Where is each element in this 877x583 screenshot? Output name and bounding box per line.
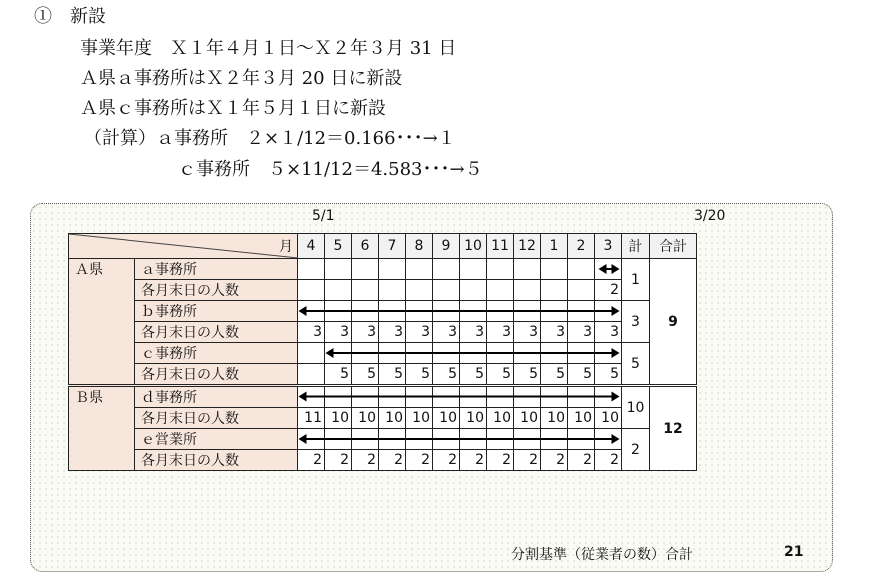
month-cell — [460, 259, 487, 280]
office-row — [69, 343, 697, 364]
headcount-value: 2 — [514, 450, 541, 471]
headcount-value: 10 — [595, 408, 622, 429]
office-name: ｂ事務所 — [135, 301, 298, 322]
month-cell — [325, 429, 352, 450]
month-cell — [406, 343, 433, 364]
fiscal-period: 事業年度 Ｘ１年４月１日～Ｘ２年３月 31 日 — [80, 38, 457, 59]
month-cell — [460, 429, 487, 450]
month-cell — [514, 259, 541, 280]
month-cell — [514, 343, 541, 364]
headcount-value — [298, 364, 325, 386]
headcount-value — [352, 280, 379, 301]
headcount-value: 2 — [325, 450, 352, 471]
month-header: 2 — [568, 234, 595, 259]
headcount-value: 11 — [298, 408, 325, 429]
office-total: 10 — [622, 386, 650, 429]
month-cell — [433, 343, 460, 364]
section-heading: ① 新設 — [34, 6, 106, 27]
headcount-value: 10 — [541, 408, 568, 429]
month-cell — [379, 429, 406, 450]
headcount-value: 2 — [433, 450, 460, 471]
footer-label: 分割基準（従業者の数）合計 — [511, 547, 693, 563]
month-cell — [325, 343, 352, 364]
month-cell — [541, 259, 568, 280]
headcount-value — [298, 280, 325, 301]
headcount-value — [325, 280, 352, 301]
month-header: 10 — [460, 234, 487, 259]
footer-total: 21 — [784, 544, 804, 560]
headcount-value: 2 — [541, 450, 568, 471]
headcount-value: 3 — [514, 322, 541, 343]
month-cell — [379, 259, 406, 280]
month-cell — [298, 343, 325, 364]
note-office-c: Ａ県ｃ事務所はＸ１年５月１日に新設 — [80, 98, 386, 119]
month-header: 3 — [595, 234, 622, 259]
headcount-value: 5 — [460, 364, 487, 386]
headcount-row — [69, 322, 697, 343]
headcount-value: 3 — [541, 322, 568, 343]
headcount-value — [568, 280, 595, 301]
office-row — [69, 386, 697, 408]
schedule-table — [68, 233, 697, 471]
headcount-value: 10 — [379, 408, 406, 429]
headcount-value — [406, 280, 433, 301]
office-total: 1 — [622, 259, 650, 301]
headcount-value: 5 — [514, 364, 541, 386]
prefecture-grand-total: 12 — [650, 386, 697, 471]
month-cell — [514, 429, 541, 450]
month-cell — [460, 343, 487, 364]
headcount-value — [514, 280, 541, 301]
month-cell — [352, 386, 379, 408]
headcount-value — [541, 280, 568, 301]
headcount-label: 各月末日の人数 — [135, 408, 298, 429]
headcount-value — [379, 280, 406, 301]
month-cell — [352, 429, 379, 450]
headcount-value: 5 — [595, 364, 622, 386]
headcount-value: 10 — [433, 408, 460, 429]
headcount-row — [69, 450, 697, 471]
month-cell — [298, 429, 325, 450]
month-cell — [298, 259, 325, 280]
headcount-value: 3 — [325, 322, 352, 343]
month-cell — [433, 386, 460, 408]
month-cell — [460, 301, 487, 322]
headcount-value: 5 — [568, 364, 595, 386]
headcount-row — [69, 364, 697, 386]
month-cell — [433, 259, 460, 280]
month-cell — [298, 386, 325, 408]
month-cell — [568, 301, 595, 322]
office-row — [69, 259, 697, 280]
calc-office-a: （計算）ａ事務所 ２×１/12＝0.166･･･→１ — [84, 128, 456, 149]
office-total: 3 — [622, 301, 650, 343]
headcount-value: 3 — [568, 322, 595, 343]
headcount-value: 3 — [595, 322, 622, 343]
month-cell — [487, 259, 514, 280]
month-cell — [406, 301, 433, 322]
headcount-value: 10 — [487, 408, 514, 429]
headcount-value: 10 — [514, 408, 541, 429]
month-cell — [568, 259, 595, 280]
headcount-value — [460, 280, 487, 301]
office-total: 5 — [622, 343, 650, 386]
month-corner-cell — [69, 234, 298, 259]
office-name: ｃ事務所 — [135, 343, 298, 364]
month-cell — [325, 386, 352, 408]
month-cell — [406, 259, 433, 280]
headcount-value: 5 — [325, 364, 352, 386]
month-cell — [379, 386, 406, 408]
headcount-value: 5 — [487, 364, 514, 386]
headcount-value: 3 — [298, 322, 325, 343]
headcount-value: 2 — [568, 450, 595, 471]
month-cell — [487, 301, 514, 322]
headcount-value: 5 — [352, 364, 379, 386]
marker-end-date: 3/20 — [694, 208, 726, 224]
month-label: 月 — [279, 239, 293, 255]
month-cell — [595, 429, 622, 450]
headcount-label: 各月末日の人数 — [135, 280, 298, 301]
headcount-value: 3 — [352, 322, 379, 343]
total-header: 計 — [622, 234, 650, 259]
headcount-value: 2 — [595, 450, 622, 471]
diagonal-line — [69, 234, 298, 258]
office-row — [69, 429, 697, 450]
headcount-value: 10 — [325, 408, 352, 429]
headcount-value: 2 — [487, 450, 514, 471]
headcount-value: 5 — [541, 364, 568, 386]
headcount-label: 各月末日の人数 — [135, 322, 298, 343]
month-cell — [595, 343, 622, 364]
office-name: ａ事務所 — [135, 259, 298, 280]
month-cell — [406, 386, 433, 408]
month-header: 7 — [379, 234, 406, 259]
prefecture-name: Ａ県 — [69, 259, 135, 386]
headcount-value: 5 — [379, 364, 406, 386]
headcount-value: 5 — [433, 364, 460, 386]
month-cell — [433, 429, 460, 450]
month-header: 4 — [298, 234, 325, 259]
headcount-value: 2 — [298, 450, 325, 471]
header-row — [69, 234, 697, 259]
month-cell — [406, 429, 433, 450]
month-cell — [487, 386, 514, 408]
month-cell — [595, 386, 622, 408]
headcount-value: 2 — [352, 450, 379, 471]
month-cell — [352, 259, 379, 280]
month-cell — [541, 301, 568, 322]
month-cell — [379, 301, 406, 322]
month-cell — [433, 301, 460, 322]
headcount-value: 2 — [379, 450, 406, 471]
month-cell — [352, 343, 379, 364]
headcount-value: 2 — [595, 280, 622, 301]
prefecture-grand-total: 9 — [650, 259, 697, 386]
month-header: 11 — [487, 234, 514, 259]
headcount-value: 10 — [352, 408, 379, 429]
month-cell — [487, 429, 514, 450]
office-name: ｄ事務所 — [135, 386, 298, 408]
month-cell — [379, 343, 406, 364]
headcount-value: 2 — [406, 450, 433, 471]
month-cell — [541, 343, 568, 364]
month-header: 9 — [433, 234, 460, 259]
month-header: 1 — [541, 234, 568, 259]
headcount-row — [69, 408, 697, 429]
headcount-value: 3 — [487, 322, 514, 343]
headcount-value: 5 — [406, 364, 433, 386]
month-header: 5 — [325, 234, 352, 259]
month-cell — [514, 386, 541, 408]
month-cell — [325, 259, 352, 280]
month-header: 6 — [352, 234, 379, 259]
month-cell — [541, 429, 568, 450]
headcount-row — [69, 280, 697, 301]
office-row — [69, 301, 697, 322]
grand-total-header: 合計 — [650, 234, 697, 259]
headcount-value: 3 — [433, 322, 460, 343]
headcount-value: 3 — [379, 322, 406, 343]
month-cell — [568, 343, 595, 364]
month-cell — [298, 301, 325, 322]
headcount-label: 各月末日の人数 — [135, 450, 298, 471]
month-header: 12 — [514, 234, 541, 259]
month-cell — [595, 301, 622, 322]
month-cell — [541, 386, 568, 408]
month-cell — [352, 301, 379, 322]
month-cell — [487, 343, 514, 364]
headcount-value: 2 — [460, 450, 487, 471]
headcount-label: 各月末日の人数 — [135, 364, 298, 386]
month-cell — [595, 259, 622, 280]
calc-office-c: ｃ事務所 ５×11/12＝4.583･･･→５ — [178, 159, 483, 180]
prefecture-name: Ｂ県 — [69, 386, 135, 471]
headcount-value: 10 — [460, 408, 487, 429]
headcount-value — [487, 280, 514, 301]
month-cell — [514, 301, 541, 322]
headcount-value: 3 — [406, 322, 433, 343]
headcount-value — [433, 280, 460, 301]
headcount-value: 10 — [406, 408, 433, 429]
month-cell — [325, 301, 352, 322]
marker-start-date: 5/1 — [312, 208, 335, 224]
month-cell — [568, 386, 595, 408]
month-cell — [460, 386, 487, 408]
month-header: 8 — [406, 234, 433, 259]
note-office-a: Ａ県ａ事務所はＸ２年３月 20 日に新設 — [80, 68, 403, 89]
headcount-value: 3 — [460, 322, 487, 343]
office-name: ｅ営業所 — [135, 429, 298, 450]
headcount-value: 10 — [568, 408, 595, 429]
office-total: 2 — [622, 429, 650, 471]
month-cell — [568, 429, 595, 450]
